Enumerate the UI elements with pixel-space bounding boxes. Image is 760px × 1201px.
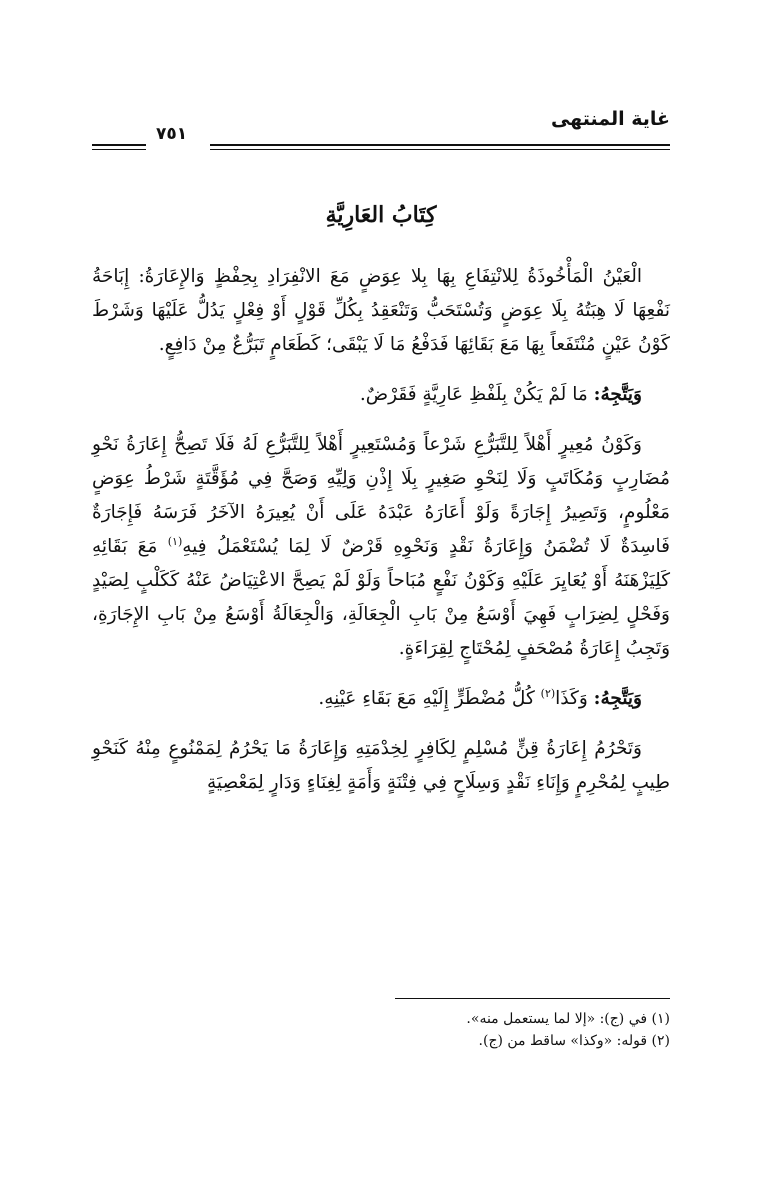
yattajih-label: وَيَتَّجِهُ: — [593, 384, 642, 405]
paragraph-text: مَا لَمْ يَكُنْ بِلَفْظِ عَارِيَّةٍ فَقَرْضٌ. — [359, 384, 588, 405]
footnotes — [92, 1008, 670, 1052]
main-text — [92, 260, 670, 808]
page-number: ٧٥١ — [156, 124, 188, 144]
paragraph-conditions — [92, 428, 670, 666]
paragraph-definition: الْعَيْنُ الْمَأْخُوذَةُ لِلانْتِفَاعِ بِهَا بِلا عِوَضٍ مَعَ الانْفِرَادِ بِحِفْظٍ وَالإِعَارَةُ: إِبَاحَةُ نَفْعِهَا لَا هِبَتُهُ بِلَا عِوَضٍ وَتُسْتَحَبُّ وَتَنْعَقِدُ بِكُلِّ قَوْلٍ أَوْ فِعْلٍ يَدُلُّ عَلَيْهَا وَشَرْطَ كَوْنُ عَيْنٍ مُنْتَفَعاً بِهَا مَعَ بَقَائِهَا فَدَفْعُ مَا لَا يَبْقَى؛ كَطَعَامٍ تَبَرُّعٌ مِنْ دَافِعٍ. — [92, 266, 670, 355]
paragraph-text: وَكَوْنُ مُعِيرٍ أَهْلاً لِلتَّبَرُّعِ شَرْعاً وَمُسْتَعِيرٍ أَهْلاً لِلتَّبَرُّعِ لَهُ فَلَا تَصِحُّ إِعَارَةُ نَحْوِ مُضَارِبٍ وَمُكَاتَبٍ وَلَا لِنَحْوِ صَغِيرٍ بِلَا إِذْنِ وَلِيِّهِ وَصَحَّ فِي مُؤَقَّتَةٍ شَرْطُ عِوَضٍ مَعْلُومٍ، وَتَصِيرُ إِجَارَةً وَلَوْ أَعَارَهُ عَبْدَهُ عَلَى أَنْ يُعِيرَهُ الآخَرُ فَرَسَهُ فَإِجَارَةٌ فَاسِدَةٌ لَا تُضْمَنُ وَإِعَارَةُ نَقْدٍ وَنَحْوِهِ قَرْضٌ لَا لِمَا يُسْتَعْمَلُ فِيهِ — [92, 434, 670, 557]
header-rule-left — [92, 144, 146, 150]
footnote-2: (٢) قوله: «وكذا» ساقط من (ج). — [478, 1033, 670, 1049]
paragraph-text: كُلُّ مُضْطَرٍّ إِلَيْهِ مَعَ بَقَاءِ عَيْنِهِ. — [318, 688, 535, 709]
paragraph-prohibitions: وَتَحْرُمُ إِعَارَةُ قِنٍّ مُسْلِمٍ لِكَافِرٍ لِخِدْمَتِهِ وَإِعَارَةُ مَا يَحْرُمُ لِمَمْنُوعٍ مِنْهُ كَنَحْوِ طِيبٍ لِمُحْرِمٍ وَإِنَاءِ نَقْدٍ وَسِلَاحٍ فِي فِتْنَةٍ وَأَمَةٍ لِغِنَاءٍ وَدَارٍ لِمَعْصِيَةٍ — [92, 738, 670, 793]
footnote-ref-1: (١) — [167, 534, 183, 548]
running-header — [92, 108, 670, 148]
book-title: غاية المنتهى — [550, 108, 670, 130]
paragraph-text: مَعَ بَقَائِهِ كَلِيَزْهَنَهُ أَوْ يُعَايِرَ عَلَيْهِ وَكَوْنُ نَفْعٍ مُبَاحاً وَلَوْ لَمْ يَصِحَّ الاعْتِيَاضُ عَنْهُ كَكَلْبٍ لِصَيْدٍ وَفَحْلٍ لِضِرَابٍ فَهِيَ أَوْسَعُ مِنْ بَابِ الْجِعَالَةِ، وَالْجِعَالَةُ أَوْسَعُ مِنْ بَابِ الإِجَارَةِ، وَتَجِبُ إِعَارَةُ مُصْحَفٍ لِمُحْتَاجٍ لِقِرَاءَةٍ. — [92, 536, 670, 659]
chapter-title: كِتَابُ العَارِيَّةِ — [325, 202, 437, 228]
footnote-divider — [395, 998, 670, 999]
paragraph-yattajih-2 — [92, 682, 670, 716]
footnote-1: (١) في (ج): «إلا لما يستعمل منه». — [466, 1011, 670, 1027]
yattajih-label: وَيَتَّجِهُ: — [593, 688, 642, 709]
header-rule-right — [210, 144, 670, 150]
paragraph-text: وَكَذَا — [555, 688, 588, 709]
paragraph-yattajih-1 — [92, 378, 670, 412]
footnote-ref-2: (٢) — [540, 686, 556, 700]
